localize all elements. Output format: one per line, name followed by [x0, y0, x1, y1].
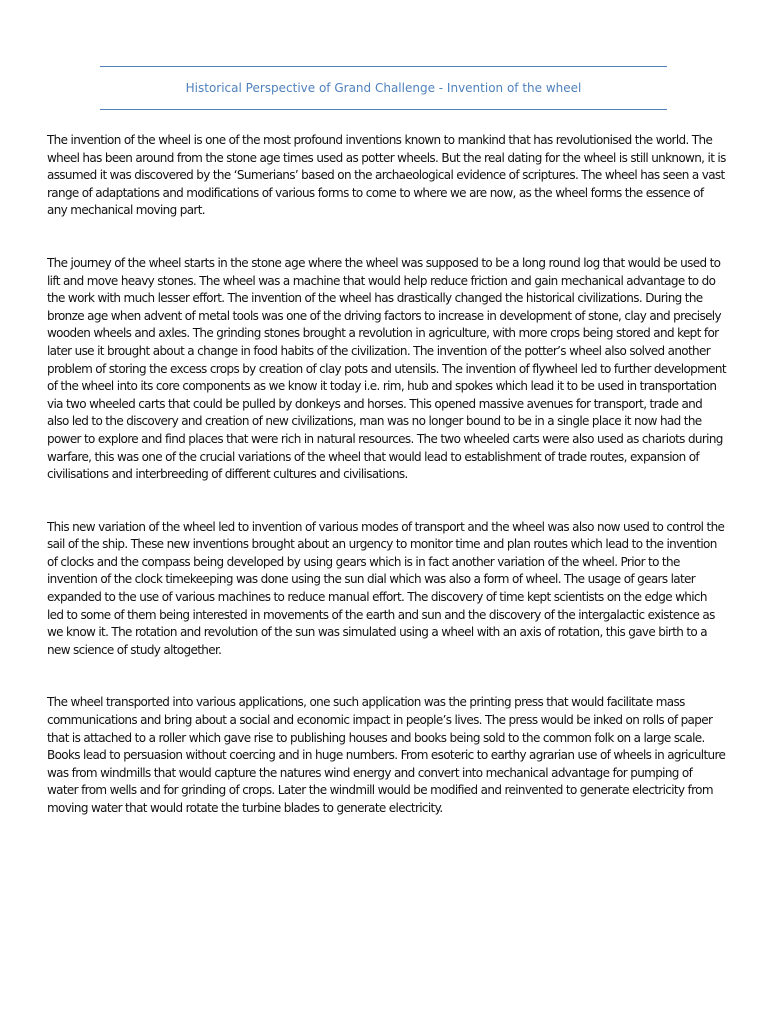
paragraph-4: The wheel transported into various applications, one such application was the printing press that would facilitate mass communications and bring about a social and economic impact in people’s lives. The press would be inked on rolls of paper that is attached to a roller which gave rise to publishing houses and books being sold to the common folk on a large scale. Books lead to persuasion without coercing and in huge numbers. From esoteric to earthy agrarian use of wheels in agriculture was from windmills that would capture the natures wind energy and convert into mechanical advantage for pumping of water from wells and for grinding of crops. Later the windmill would be modified and reinvented to generate electricity from moving water that would rotate the turbine blades to generate electricity.: [47, 695, 726, 815]
paragraph-2: The journey of the wheel starts in the stone age where the wheel was supposed to be a long round log that would be used to lift and move heavy stones. The wheel was a machine that would help reduce friction and gain mechanical advantage to do the work with much lesser effort. The invention of the wheel has drastically changed the historical civilizations. During the bronze age when advent of metal tools was one of the driving factors to increase in development of stone, clay and precisely wooden wheels and axles. The grinding stones brought a revolution in agriculture, with more crops being stored and kept for later use it brought about a change in food habits of the civilization. The invention of the potter’s wheel also solved another problem of storing the excess crops by creation of clay pots and utensils. The invention of flywheel led to further development of the wheel into its core components as we know it today i.e. rim, hub and spokes which lead it to be used in transportation via two wheeled carts that could be pulled by donkeys and horses. This opened massive avenues for transport, trade and also led to the discovery and creation of new civilizations, man was no longer bound to be in a single place it now had the power to explore and find places that were rich in natural resources. The two wheeled carts were also used as chariots during warfare, this was one of the crucial variations of the wheel that would lead to establishment of trade routes, expansion of civilisations and interbreeding of different cultures and civilisations.: [47, 255, 726, 482]
document-body: [47, 132, 726, 853]
paragraph-3: This new variation of the wheel led to invention of various modes of transport and the wheel was also now used to control the sail of the ship. These new inventions brought about an urgency to monitor time and plan routes which lead to the invention of clocks and the compass being developed by using gears which is in fact another variation of the wheel. Prior to the invention of the clock timekeeping was done using the sun dial which was also a form of wheel. The usage of gears later expanded to the use of various machines to reduce manual effort. The discovery of time kept scientists on the edge which led to some of them being interested in movements of the earth and sun and the discovery of the intergalactic existence as we know it. The rotation and revolution of the sun was simulated using a wheel with an axis of rotation, this gave birth to a new science of study altogether.: [47, 519, 725, 657]
title-rule-bottom: [100, 109, 667, 110]
title-rule-top: [100, 66, 667, 67]
paragraph-1: The invention of the wheel is one of the most profound inventions known to mankind that has revolutionised the world. The wheel has been around from the stone age times used as potter wheels. But the real dating for the wheel is still unknown, it is assumed it was discovered by the ‘Sumerians’ based on the archaeological evidence of scriptures. The wheel has seen a vast range of adaptations and modifications of various forms to come to where we are now, as the wheel forms the essence of any mechanical moving part.: [47, 133, 726, 218]
page-title: Historical Perspective of Grand Challenge - Invention of the wheel: [185, 81, 582, 95]
